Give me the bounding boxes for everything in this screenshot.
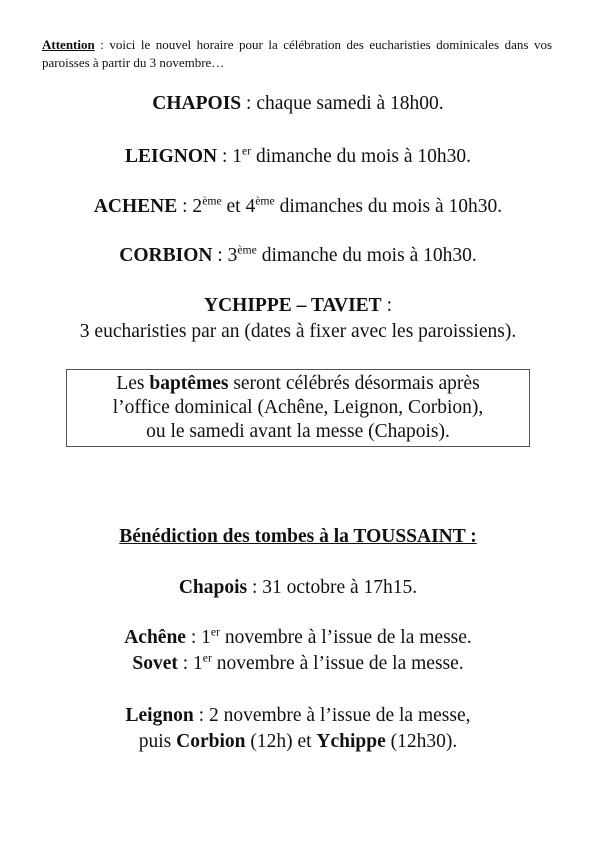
intro-paragraph <box>42 36 552 72</box>
ordinal-suffix: ème <box>237 243 257 257</box>
parish-name: CHAPOIS <box>152 93 242 114</box>
parish-name: CORBION <box>119 245 213 266</box>
schedule-text: : chaque samedi à 18h00. <box>241 93 444 114</box>
toussaint-chapois <box>0 576 596 600</box>
schedule-text: et 4 <box>221 196 256 217</box>
schedule-text: : <box>381 295 392 316</box>
parish-name: Leignon <box>125 705 194 726</box>
parish-name: LEIGNON <box>124 146 218 167</box>
schedule-ychippe-detail: 3 eucharisties par an (dates à fixer avec les paroissiens). <box>79 321 517 342</box>
toussaint-last-line <box>0 730 596 754</box>
intro-text: : voici le nouvel horaire pour la célébration des eucharisties dominicales dans vos paroisses à partir du 3 novembre… <box>42 37 552 70</box>
parish-name: Chapois <box>178 577 248 598</box>
toussaint-text: : 2 novembre à l’issue de la messe, <box>193 705 471 726</box>
parish-name: Corbion <box>176 731 246 752</box>
toussaint-text: : 1 <box>177 653 203 674</box>
parish-name: Ychippe <box>316 731 386 752</box>
toussaint-achene <box>0 626 596 650</box>
schedule-text: : 3 <box>212 245 238 266</box>
ordinal-suffix: ème <box>255 194 275 208</box>
baptemes-line-1 <box>67 372 529 396</box>
baptemes-box <box>66 369 530 447</box>
ordinal-suffix: er <box>242 144 252 158</box>
toussaint-heading-text: Bénédiction des tombes à la TOUSSAINT : <box>119 526 477 547</box>
ordinal-suffix: er <box>210 625 220 639</box>
parish-name: Achêne <box>124 627 186 648</box>
parish-name: ACHENE <box>93 196 178 217</box>
baptemes-line-3: ou le samedi avant la messe (Chapois). <box>146 421 450 442</box>
toussaint-leignon <box>0 704 596 728</box>
parish-name: Sovet <box>132 653 178 674</box>
schedule-chapois <box>0 92 596 116</box>
schedule-text: : 1 <box>217 146 243 167</box>
schedule-ychippe <box>0 294 596 318</box>
schedule-leignon <box>0 145 596 169</box>
toussaint-text: novembre à l’issue de la messe. <box>211 653 464 674</box>
schedule-achene <box>0 195 596 219</box>
baptemes-line-2: l’office dominical (Achêne, Leignon, Corbion), <box>112 397 484 418</box>
toussaint-text: : 1 <box>185 627 211 648</box>
baptemes-text: Les <box>116 373 150 394</box>
ordinal-suffix: ème <box>202 194 222 208</box>
toussaint-text: (12h) et <box>245 731 317 752</box>
toussaint-heading <box>0 525 596 549</box>
toussaint-text: (12h30). <box>385 731 458 752</box>
schedule-text: dimanche du mois à 10h30. <box>251 146 471 167</box>
toussaint-text: novembre à l’issue de la messe. <box>219 627 472 648</box>
toussaint-sovet <box>0 652 596 676</box>
schedule-text: dimanche du mois à 10h30. <box>256 245 477 266</box>
schedule-text: : 2 <box>177 196 203 217</box>
toussaint-text: : 31 octobre à 17h15. <box>247 577 418 598</box>
baptemes-keyword: baptêmes <box>149 373 229 394</box>
attention-label: Attention <box>42 37 95 52</box>
schedule-corbion <box>0 244 596 268</box>
parish-name: YCHIPPE – TAVIET <box>203 295 382 316</box>
toussaint-text: puis <box>138 731 177 752</box>
baptemes-text: seront célébrés désormais après <box>228 373 480 394</box>
ordinal-suffix: er <box>202 651 212 665</box>
schedule-text: dimanches du mois à 10h30. <box>274 196 503 217</box>
